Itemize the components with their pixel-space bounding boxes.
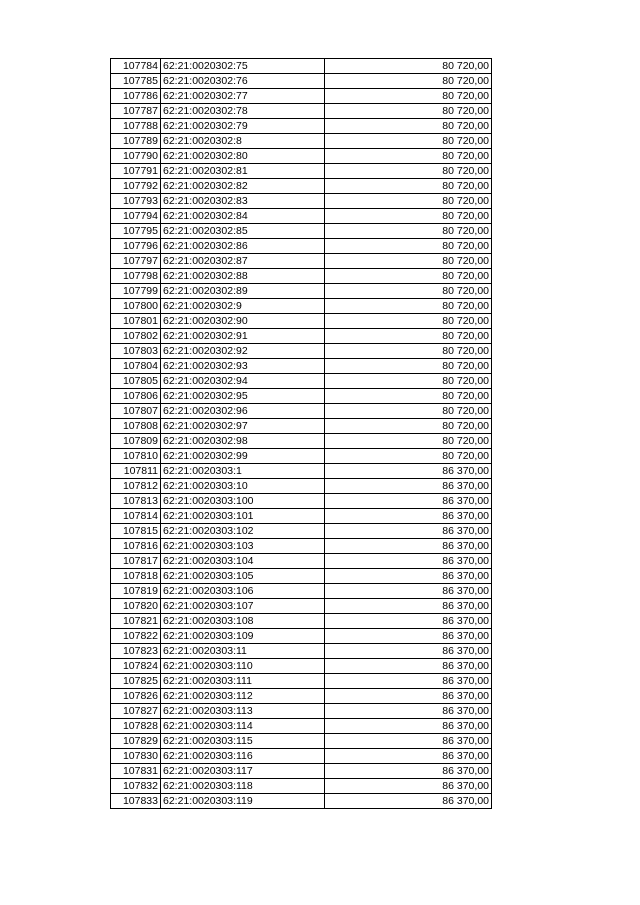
cadastral-number-cell: 62:21:0020303:102 [161, 524, 325, 539]
cadastral-number-cell: 62:21:0020302:92 [161, 344, 325, 359]
cadastral-number-cell: 62:21:0020302:81 [161, 164, 325, 179]
row-number-cell: 107833 [111, 794, 161, 809]
cadastral-number-cell: 62:21:0020303:109 [161, 629, 325, 644]
cadastral-value-cell: 80 720,00 [325, 89, 492, 104]
cadastral-number-cell: 62:21:0020303:113 [161, 704, 325, 719]
cadastral-value-cell: 86 370,00 [325, 554, 492, 569]
row-number-cell: 107805 [111, 374, 161, 389]
table-row [111, 554, 492, 569]
cadastral-number-cell: 62:21:0020302:75 [161, 59, 325, 74]
row-number-cell: 107797 [111, 254, 161, 269]
row-number-cell: 107799 [111, 284, 161, 299]
cadastral-value-cell: 80 720,00 [325, 299, 492, 314]
cadastral-number-cell: 62:21:0020302:93 [161, 359, 325, 374]
table-row [111, 149, 492, 164]
row-number-cell: 107791 [111, 164, 161, 179]
cadastral-value-cell: 80 720,00 [325, 329, 492, 344]
cadastral-number-cell: 62:21:0020302:76 [161, 74, 325, 89]
cadastral-value-cell: 80 720,00 [325, 164, 492, 179]
cadastral-value-cell: 80 720,00 [325, 374, 492, 389]
cadastral-value-cell: 80 720,00 [325, 209, 492, 224]
row-number-cell: 107809 [111, 434, 161, 449]
row-number-cell: 107813 [111, 494, 161, 509]
row-number-cell: 107821 [111, 614, 161, 629]
cadastral-value-cell: 80 720,00 [325, 254, 492, 269]
row-number-cell: 107803 [111, 344, 161, 359]
cadastral-value-cell: 86 370,00 [325, 599, 492, 614]
cadastral-number-cell: 62:21:0020302:86 [161, 239, 325, 254]
cadastral-value-cell: 86 370,00 [325, 464, 492, 479]
row-number-cell: 107804 [111, 359, 161, 374]
table-row [111, 359, 492, 374]
cadastral-value-cell: 86 370,00 [325, 674, 492, 689]
table-row [111, 494, 492, 509]
table-row [111, 89, 492, 104]
row-number-cell: 107819 [111, 584, 161, 599]
table-row [111, 599, 492, 614]
cadastral-value-cell: 80 720,00 [325, 269, 492, 284]
table-row [111, 644, 492, 659]
table-row [111, 59, 492, 74]
cadastral-value-cell: 80 720,00 [325, 224, 492, 239]
cadastral-number-cell: 62:21:0020303:115 [161, 734, 325, 749]
row-number-cell: 107825 [111, 674, 161, 689]
cadastral-value-cell: 86 370,00 [325, 734, 492, 749]
table-row [111, 374, 492, 389]
cadastral-number-cell: 62:21:0020302:9 [161, 299, 325, 314]
cadastral-value-cell: 86 370,00 [325, 779, 492, 794]
cadastral-number-cell: 62:21:0020303:10 [161, 479, 325, 494]
cadastral-number-cell: 62:21:0020303:118 [161, 779, 325, 794]
cadastral-value-cell: 86 370,00 [325, 704, 492, 719]
table-row [111, 689, 492, 704]
table-row [111, 314, 492, 329]
row-number-cell: 107814 [111, 509, 161, 524]
table-body [111, 59, 492, 809]
cadastral-number-cell: 62:21:0020303:116 [161, 749, 325, 764]
table-row [111, 524, 492, 539]
cadastral-number-cell: 62:21:0020302:97 [161, 419, 325, 434]
cadastral-number-cell: 62:21:0020302:99 [161, 449, 325, 464]
cadastral-number-cell: 62:21:0020302:80 [161, 149, 325, 164]
table-row [111, 719, 492, 734]
cadastral-value-cell: 80 720,00 [325, 389, 492, 404]
table-row [111, 479, 492, 494]
row-number-cell: 107786 [111, 89, 161, 104]
row-number-cell: 107810 [111, 449, 161, 464]
cadastral-number-cell: 62:21:0020303:114 [161, 719, 325, 734]
table-row [111, 389, 492, 404]
cadastral-value-cell: 80 720,00 [325, 194, 492, 209]
table-row [111, 194, 492, 209]
cadastral-number-cell: 62:21:0020302:98 [161, 434, 325, 449]
row-number-cell: 107828 [111, 719, 161, 734]
cadastral-value-cell: 80 720,00 [325, 344, 492, 359]
cadastral-number-cell: 62:21:0020303:1 [161, 464, 325, 479]
row-number-cell: 107784 [111, 59, 161, 74]
table-row [111, 584, 492, 599]
table-row [111, 284, 492, 299]
row-number-cell: 107790 [111, 149, 161, 164]
cadastral-number-cell: 62:21:0020302:78 [161, 104, 325, 119]
row-number-cell: 107796 [111, 239, 161, 254]
cadastral-number-cell: 62:21:0020303:100 [161, 494, 325, 509]
row-number-cell: 107794 [111, 209, 161, 224]
cadastral-value-cell: 86 370,00 [325, 644, 492, 659]
cadastral-number-cell: 62:21:0020302:79 [161, 119, 325, 134]
cadastral-number-cell: 62:21:0020303:105 [161, 569, 325, 584]
table-row [111, 134, 492, 149]
cadastral-value-cell: 86 370,00 [325, 719, 492, 734]
cadastral-value-cell: 86 370,00 [325, 764, 492, 779]
table-row [111, 539, 492, 554]
cadastral-number-cell: 62:21:0020302:91 [161, 329, 325, 344]
row-number-cell: 107788 [111, 119, 161, 134]
cadastral-value-cell: 86 370,00 [325, 629, 492, 644]
table-row [111, 269, 492, 284]
row-number-cell: 107798 [111, 269, 161, 284]
table-row [111, 614, 492, 629]
table-row [111, 164, 492, 179]
cadastral-value-cell: 80 720,00 [325, 239, 492, 254]
cadastral-value-cell: 86 370,00 [325, 794, 492, 809]
cadastral-number-cell: 62:21:0020302:90 [161, 314, 325, 329]
table-row [111, 464, 492, 479]
cadastral-value-cell: 86 370,00 [325, 539, 492, 554]
table-row [111, 239, 492, 254]
cadastral-number-cell: 62:21:0020302:8 [161, 134, 325, 149]
cadastral-number-cell: 62:21:0020303:107 [161, 599, 325, 614]
document-page [110, 58, 492, 809]
row-number-cell: 107800 [111, 299, 161, 314]
cadastral-value-cell: 86 370,00 [325, 584, 492, 599]
cadastral-value-cell: 80 720,00 [325, 359, 492, 374]
cadastral-value-cell: 80 720,00 [325, 149, 492, 164]
row-number-cell: 107812 [111, 479, 161, 494]
row-number-cell: 107808 [111, 419, 161, 434]
cadastral-number-cell: 62:21:0020303:108 [161, 614, 325, 629]
table-row [111, 764, 492, 779]
table-row [111, 449, 492, 464]
cadastral-number-cell: 62:21:0020302:85 [161, 224, 325, 239]
cadastral-number-cell: 62:21:0020303:110 [161, 659, 325, 674]
cadastral-value-cell: 86 370,00 [325, 569, 492, 584]
table-row [111, 569, 492, 584]
cadastral-number-cell: 62:21:0020303:112 [161, 689, 325, 704]
row-number-cell: 107807 [111, 404, 161, 419]
row-number-cell: 107806 [111, 389, 161, 404]
row-number-cell: 107787 [111, 104, 161, 119]
cadastral-number-cell: 62:21:0020302:95 [161, 389, 325, 404]
table-row [111, 749, 492, 764]
row-number-cell: 107815 [111, 524, 161, 539]
row-number-cell: 107826 [111, 689, 161, 704]
cadastral-value-table [110, 58, 492, 809]
row-number-cell: 107827 [111, 704, 161, 719]
cadastral-number-cell: 62:21:0020302:88 [161, 269, 325, 284]
cadastral-value-cell: 86 370,00 [325, 689, 492, 704]
cadastral-number-cell: 62:21:0020302:87 [161, 254, 325, 269]
cadastral-number-cell: 62:21:0020302:94 [161, 374, 325, 389]
cadastral-value-cell: 80 720,00 [325, 284, 492, 299]
table-row [111, 509, 492, 524]
row-number-cell: 107802 [111, 329, 161, 344]
table-row [111, 224, 492, 239]
row-number-cell: 107785 [111, 74, 161, 89]
cadastral-number-cell: 62:21:0020302:83 [161, 194, 325, 209]
row-number-cell: 107830 [111, 749, 161, 764]
cadastral-number-cell: 62:21:0020302:84 [161, 209, 325, 224]
cadastral-value-cell: 80 720,00 [325, 434, 492, 449]
table-row [111, 209, 492, 224]
cadastral-value-cell: 86 370,00 [325, 494, 492, 509]
cadastral-value-cell: 80 720,00 [325, 74, 492, 89]
table-row [111, 434, 492, 449]
cadastral-number-cell: 62:21:0020303:111 [161, 674, 325, 689]
cadastral-value-cell: 80 720,00 [325, 449, 492, 464]
cadastral-value-cell: 80 720,00 [325, 404, 492, 419]
row-number-cell: 107792 [111, 179, 161, 194]
table-row [111, 704, 492, 719]
cadastral-value-cell: 80 720,00 [325, 179, 492, 194]
cadastral-number-cell: 62:21:0020303:104 [161, 554, 325, 569]
cadastral-value-cell: 80 720,00 [325, 59, 492, 74]
table-row [111, 74, 492, 89]
cadastral-value-cell: 80 720,00 [325, 104, 492, 119]
table-row [111, 794, 492, 809]
cadastral-number-cell: 62:21:0020302:89 [161, 284, 325, 299]
table-row [111, 734, 492, 749]
table-row [111, 299, 492, 314]
cadastral-value-cell: 86 370,00 [325, 524, 492, 539]
row-number-cell: 107824 [111, 659, 161, 674]
row-number-cell: 107829 [111, 734, 161, 749]
table-row [111, 344, 492, 359]
row-number-cell: 107801 [111, 314, 161, 329]
table-row [111, 404, 492, 419]
cadastral-number-cell: 62:21:0020303:117 [161, 764, 325, 779]
cadastral-number-cell: 62:21:0020303:103 [161, 539, 325, 554]
cadastral-number-cell: 62:21:0020302:96 [161, 404, 325, 419]
row-number-cell: 107820 [111, 599, 161, 614]
cadastral-number-cell: 62:21:0020303:11 [161, 644, 325, 659]
row-number-cell: 107831 [111, 764, 161, 779]
row-number-cell: 107793 [111, 194, 161, 209]
row-number-cell: 107789 [111, 134, 161, 149]
table-row [111, 629, 492, 644]
row-number-cell: 107816 [111, 539, 161, 554]
cadastral-number-cell: 62:21:0020302:77 [161, 89, 325, 104]
cadastral-value-cell: 86 370,00 [325, 614, 492, 629]
table-row [111, 659, 492, 674]
table-row [111, 104, 492, 119]
cadastral-number-cell: 62:21:0020303:101 [161, 509, 325, 524]
row-number-cell: 107823 [111, 644, 161, 659]
cadastral-number-cell: 62:21:0020302:82 [161, 179, 325, 194]
cadastral-value-cell: 80 720,00 [325, 119, 492, 134]
row-number-cell: 107832 [111, 779, 161, 794]
row-number-cell: 107822 [111, 629, 161, 644]
table-row [111, 779, 492, 794]
cadastral-value-cell: 80 720,00 [325, 314, 492, 329]
cadastral-number-cell: 62:21:0020303:119 [161, 794, 325, 809]
row-number-cell: 107818 [111, 569, 161, 584]
row-number-cell: 107795 [111, 224, 161, 239]
table-row [111, 179, 492, 194]
cadastral-value-cell: 80 720,00 [325, 419, 492, 434]
cadastral-number-cell: 62:21:0020303:106 [161, 584, 325, 599]
row-number-cell: 107817 [111, 554, 161, 569]
cadastral-value-cell: 86 370,00 [325, 509, 492, 524]
cadastral-value-cell: 86 370,00 [325, 479, 492, 494]
table-row [111, 329, 492, 344]
cadastral-value-cell: 86 370,00 [325, 749, 492, 764]
table-row [111, 674, 492, 689]
table-row [111, 119, 492, 134]
table-row [111, 254, 492, 269]
cadastral-value-cell: 80 720,00 [325, 134, 492, 149]
table-row [111, 419, 492, 434]
row-number-cell: 107811 [111, 464, 161, 479]
cadastral-value-cell: 86 370,00 [325, 659, 492, 674]
